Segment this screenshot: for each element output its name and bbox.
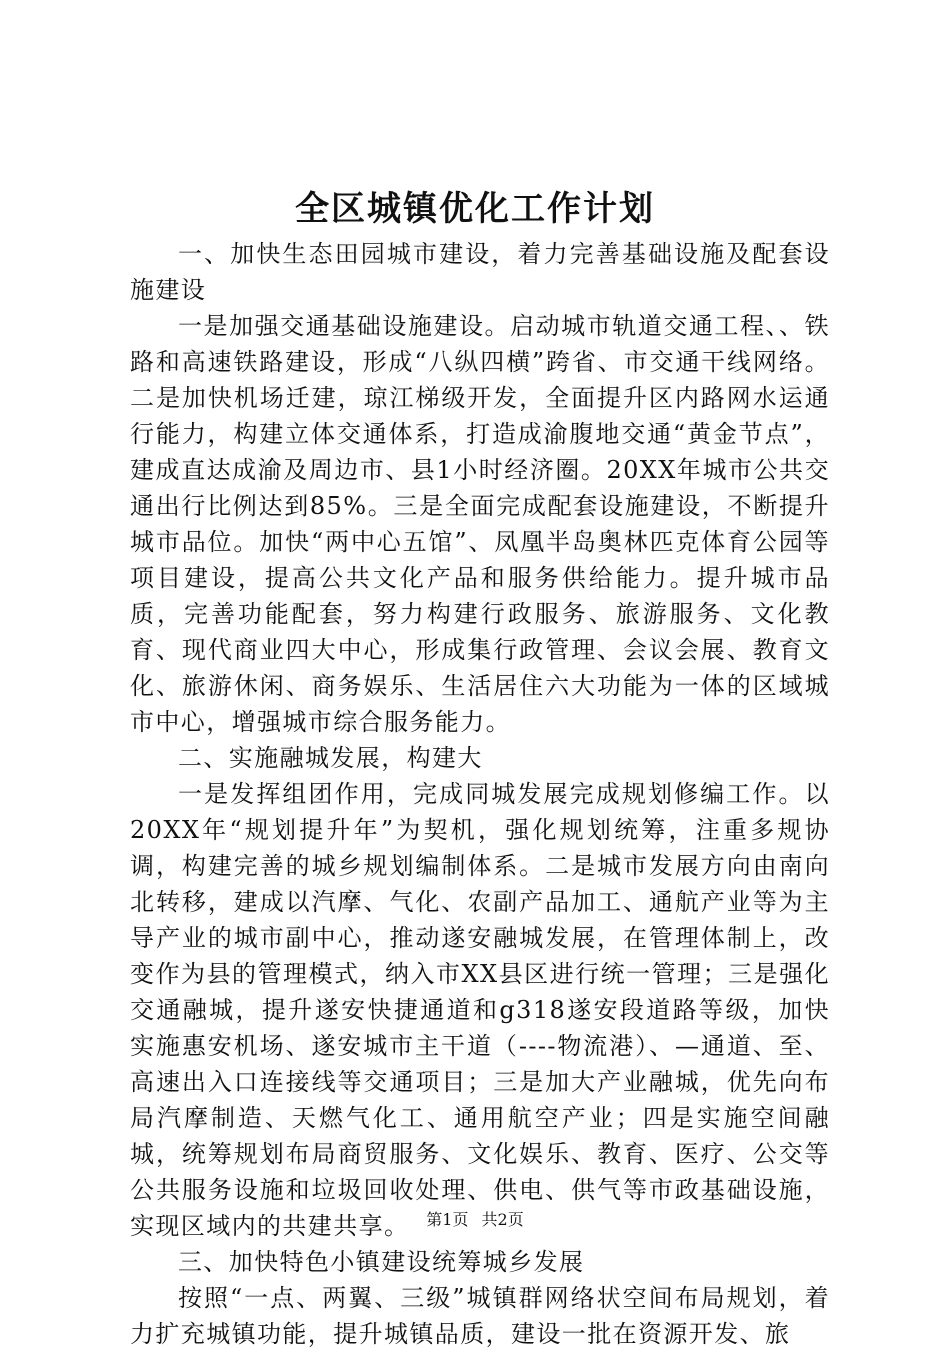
document-title: 全区城镇优化工作计划 bbox=[295, 189, 655, 229]
section-heading-3: 三、加快特色小镇建设统筹城乡发展 bbox=[178, 1248, 585, 1276]
section-heading-2: 二、实施融城发展，构建大 bbox=[178, 744, 483, 772]
section-heading-1: 一、加快生态田园城市建设，着力完善基础设施及配套设施建设 bbox=[130, 240, 830, 304]
paragraph-1: 一是加强交通基础设施建设。启动城市轨道交通工程、、铁路和高速铁路建设，形成“八纵四横”跨省、市交通干线网络。二是加快机场迁建，琼江梯级开发，全面提升区内路网水运通行能力，构建立体交通体系，打造成渝腹地交通“黄金节点”，建成直达成渝及周边市、县1小时经济圈。20XX年城市公共交通出行比例达到85%。三是全面完成配套设施建设，不断提升城市品位。加快“两中心五馆”、凤凰半岛奥林匹克体育公园等项目建设，提高公共文化产品和服务供给能力。提升城市品质，完善功能配套，努力构建行政服务、旅游服务、文化教育、现代商业四大中心，形成集行政管理、会议会展、教育文化、旅游休闲、商务娱乐、生活居住六大功能为一体的区域城市中心，增强城市综合服务能力。 bbox=[130, 312, 830, 736]
paragraph-3: 按照“一点、两翼、三级”城镇群网络状空间布局规划，着力扩充城镇功能，提升城镇品质，建设一批在资源开发、旅 bbox=[130, 1284, 830, 1348]
page-total: 共2页 bbox=[481, 1210, 524, 1229]
page-number: 第1页 bbox=[426, 1210, 469, 1229]
paragraph-2: 一是发挥组团作用，完成同城发展完成规划修编工作。以20XX年“规划提升年”为契机，强化规划统筹，注重多规协调，构建完善的城乡规划编制体系。二是城市发展方向由南向北转移，建成以汽摩、气化、农副产品加工、通航产业等为主导产业的城市副中心，推动遂安融城发展，在管理体制上，改变作为县的管理模式，纳入市XX县区进行统一管理；三是强化交通融城，提升遂安快捷通道和g318遂安段道路等级，加快实施惠安机场、遂安城市主干道（----物流港）、—通道、至、高速出入口连接线等交通项目；三是加大产业融城，优先向布局汽摩制造、天燃气化工、通用航空产业；四是实施空间融城，统筹规划布局商贸服务、文化娱乐、教育、医疗、公交等公共服务设施和垃圾回收处理、供电、供气等市政基础设施，实现区域内的共建共享。 bbox=[130, 780, 830, 1240]
page-footer bbox=[0, 1208, 950, 1232]
document-body bbox=[130, 236, 830, 1352]
